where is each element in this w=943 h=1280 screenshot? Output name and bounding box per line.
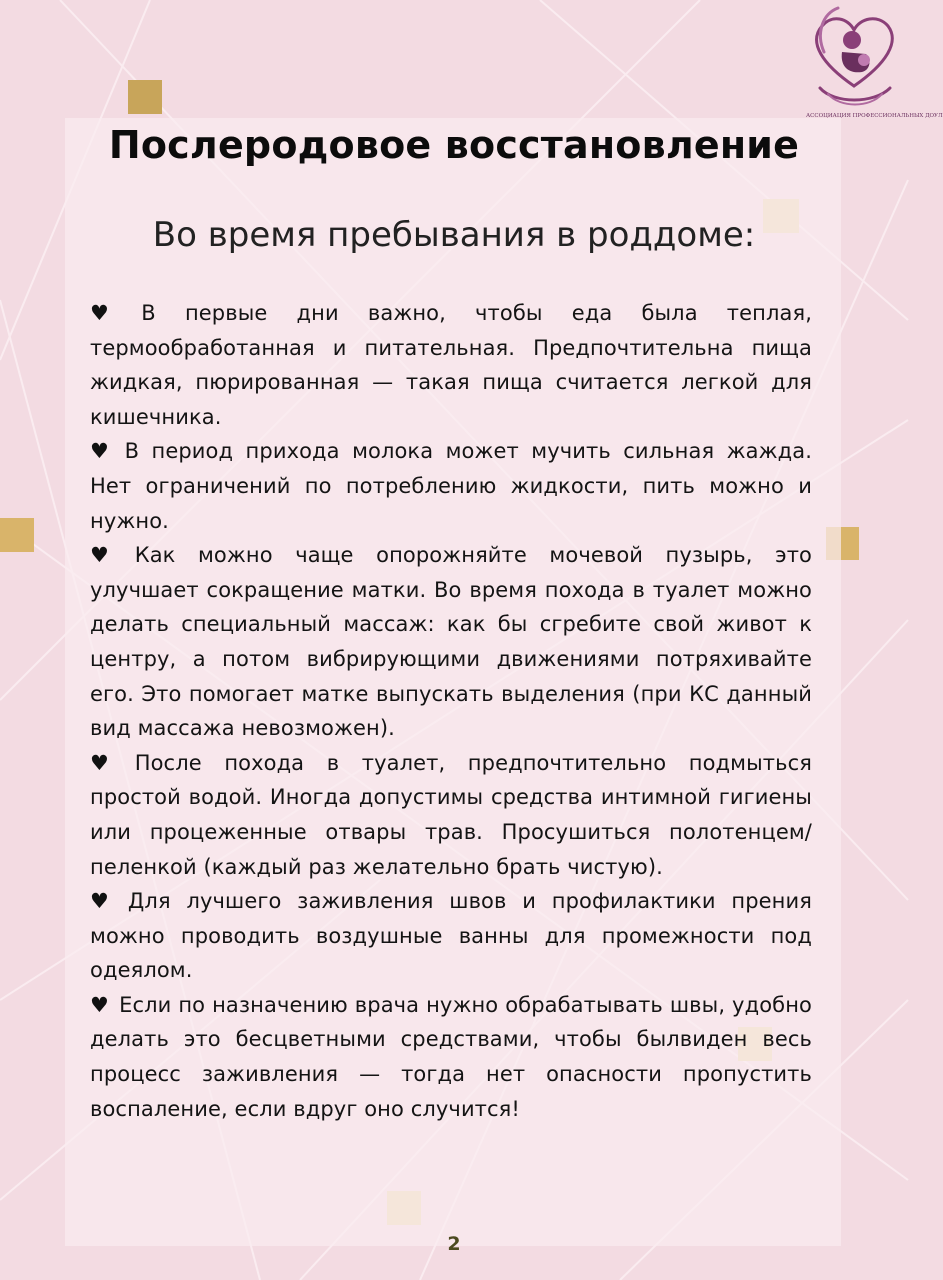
paragraph-text: В первые дни важно, чтобы еда была теплая, термообработанная и питательная. Предпочтительна пища жидкая, пюрированная — такая пища считается легкой для кишечника. [90, 301, 812, 429]
page-title: Послеродовое восстановление [108, 123, 800, 167]
paragraph-text: В период прихода молока может мучить сильная жажда. Нет ограничений по потреблению жидкости, пить можно и нужно. [90, 439, 812, 533]
paragraph-text: Как можно чаще опорожняйте мочевой пузырь, это улучшает сокращение матки. Во время похода в туалет можно делать специальный массаж: как бы сгребите свой живот к центру, а потом вибрирующими движениями потряхивайте его. Это помогает матке выпускать выделения (при КС данный вид массажа невозможен). [90, 543, 812, 741]
list-item [90, 296, 812, 434]
decorative-square [128, 80, 162, 114]
paragraph-text: После похода в туалет, предпочтительно подмыться простой водой. Иногда допустимы средства интимной гигиены или процеженные отвары трав. Просушиться полотенцем/пеленкой (каждый раз желательно брать чистую). [90, 750, 812, 879]
page-number: 2 [447, 1233, 461, 1255]
list-item [90, 434, 812, 538]
logo-caption: АССОЦИАЦИЯ ПРОФЕССИОНАЛЬНЫХ ДОУЛ [806, 113, 943, 119]
heart-icon: ♥ [90, 439, 115, 464]
list-item [90, 538, 812, 746]
list-item [90, 988, 812, 1126]
list-item [90, 746, 812, 884]
paragraph-text: Для лучшего заживления швов и профилактики прения можно проводить воздушные ванны для промежности под одеялом. [90, 889, 812, 983]
mother-and-baby-logo-icon [800, 0, 943, 124]
heart-icon: ♥ [90, 889, 118, 914]
decorative-square [0, 518, 34, 552]
heart-icon: ♥ [90, 543, 125, 568]
content-body [90, 296, 812, 1126]
section-subtitle: Во время пребывания в роддоме: [152, 215, 756, 255]
heart-icon: ♥ [90, 992, 110, 1017]
list-item [90, 884, 812, 988]
paragraph-text: Если по назначению врача нужно обрабатывать швы, удобно делать это бесцветными средствами, чтобы былвиден весь процесс заживления — тогда нет опасности пропустить воспаление, если вдруг оно случится! [90, 992, 812, 1121]
heart-icon: ♥ [90, 301, 132, 325]
heart-icon: ♥ [90, 750, 125, 775]
